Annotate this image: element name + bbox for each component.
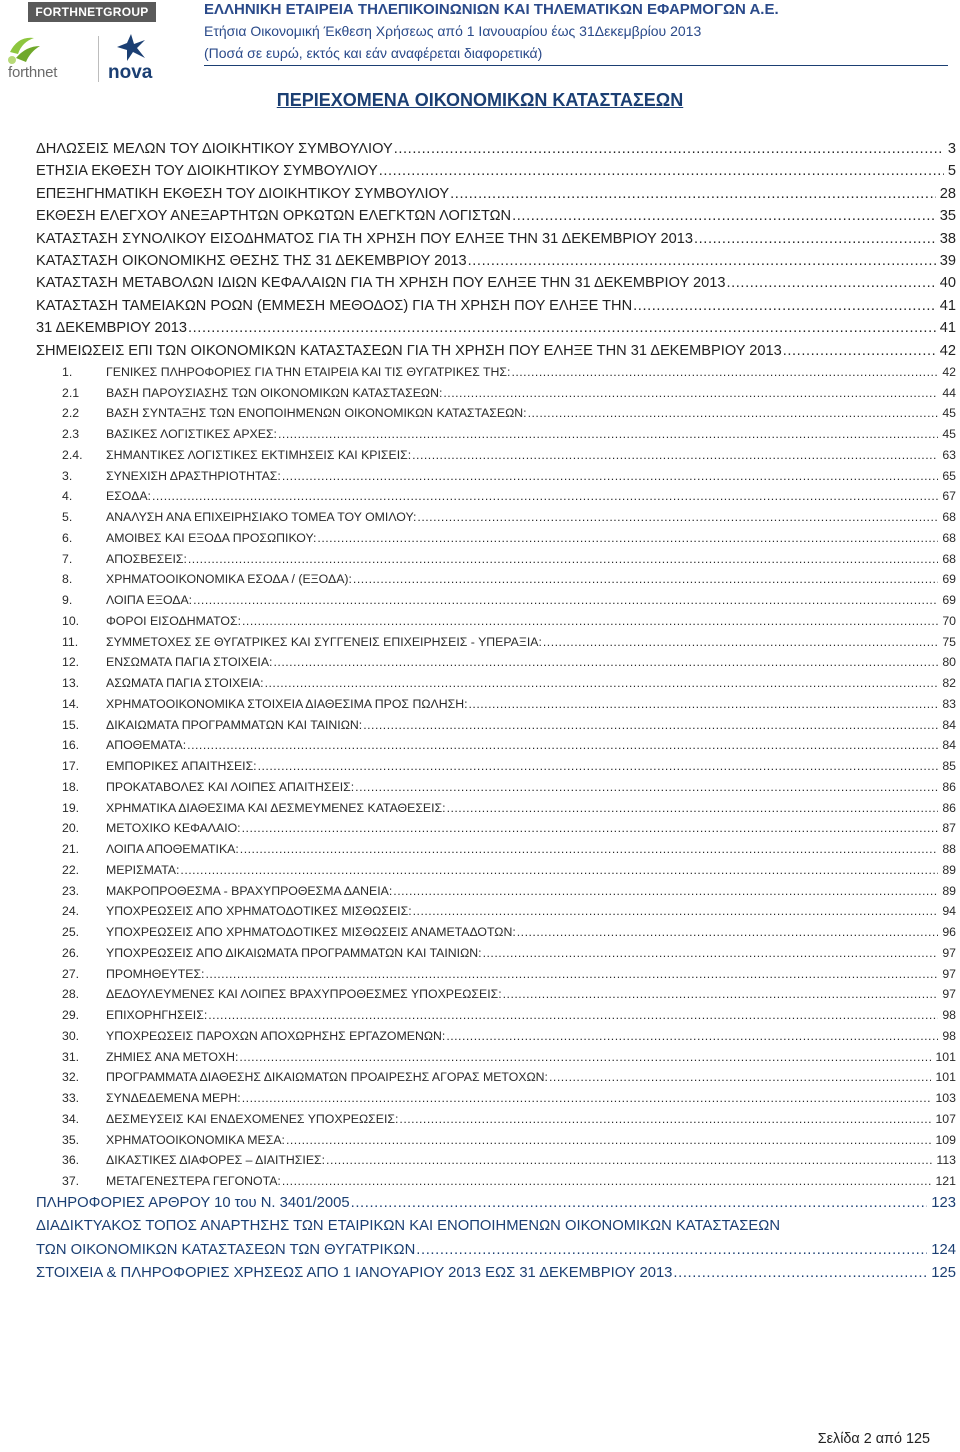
toc-entry-page: 65 [942,468,956,483]
toc-entry-number: 21. [62,842,80,857]
toc-entry[interactable] [36,1215,956,1239]
toc-entry-page: 80 [942,655,956,670]
toc-entry-number: 25. [62,925,80,940]
toc-entry-title: ΜΕΡΙΣΜΑΤΑ: [106,862,180,877]
toc-dot-leader [528,403,939,424]
toc-entry-number: 9. [62,593,73,608]
toc-dot-leader [193,590,938,611]
toc-entry[interactable] [36,984,956,1005]
toc-entry[interactable] [36,138,956,160]
toc-entry[interactable] [36,183,956,205]
toc-entry-page: 88 [942,842,956,857]
toc-entry-title: ΚΑΤΑΣΤΑΣΗ ΜΕΤΑΒΟΛΩΝ ΙΔΙΩΝ ΚΕΦΑΛΑΙΩΝ ΓΙΑ ΤΗ ΧΡΗΣΗ ΠΟΥ ΕΛΗΞΕ ΤΗΝ 31 ΔΕΚΕΜΒΡΙΟΥ 2013 [36,275,726,292]
toc-entry-page: 41 [939,320,956,337]
toc-dot-leader [726,272,935,294]
page-number: Σελίδα 2 από 125 [817,1431,930,1447]
forthnet-logo-text: forthnet [8,64,58,81]
toc-entry-title: ΓΕΝΙΚΕΣ ΠΛΗΡΟΦΟΡΙΕΣ ΓΙΑ ΤΗΝ ΕΤΑΙΡΕΙΑ ΚΑΙ ΤΙΣ ΘΥΓΑΤΡΙΚΕΣ ΤΗΣ: [106,364,511,379]
toc-entry[interactable] [36,340,956,362]
toc-entry-title: ΕΠΕΞΗΓΗΜΑΤΙΚΗ ΕΚΘΕΣΗ ΤΟΥ ΔΙΟΙΚΗΤΙΚΟΥ ΣΥΜΒΟΥΛΙΟΥ [36,185,450,202]
toc-dot-leader [503,984,939,1005]
toc-entry-number: 2.4. [62,447,83,462]
toc-entry[interactable] [36,1109,956,1130]
toc-dot-leader [265,673,939,694]
forthnet-swirl-icon [4,32,44,66]
toc-entry-page: 69 [942,572,956,587]
toc-entry-number: 23. [62,883,80,898]
toc-entry-title: ΒΑΣΗ ΣΥΝΤΑΞΗΣ ΤΩΝ ΕΝΟΠΟΙΗΜΕΝΩΝ ΟΙΚΟΝΟΜΙΚΩΝ ΚΑΤΑΣΤΑΣΕΩΝ: [106,406,527,421]
toc-dot-leader [258,756,939,777]
toc-entry-title: ΣΗΜΑΝΤΙΚΕΣ ΛΟΓΙΣΤΙΚΕΣ ΕΚΤΙΜΗΣΕΙΣ ΚΑΙ ΚΡΙΣΕΙΣ: [106,447,412,462]
toc-entry-number: 37. [62,1174,80,1189]
toc-entry-page: 44 [942,385,956,400]
toc-dot-leader [393,881,938,902]
toc-dot-leader [673,1262,927,1286]
toc-entry-title: ΧΡΗΜΑΤΟΟΙΚΟΝΟΜΙΚΑ ΕΣΟΔΑ / (ΕΞΟΔΑ): [106,572,352,587]
toc-entry-page: 109 [935,1132,956,1147]
toc-entry-number: 4. [62,489,73,504]
toc-entry[interactable] [36,798,956,819]
toc-entry-page: 89 [942,862,956,877]
toc-dot-leader [446,1026,938,1047]
toc-dot-leader [282,1171,932,1192]
toc-dot-leader [188,549,938,570]
company-header [204,0,944,64]
toc-dot-leader [278,424,938,445]
toc-dot-leader [239,1047,931,1068]
toc-entry-page: 86 [942,800,956,815]
toc-entry[interactable] [36,1005,956,1026]
toc-entry-title: ΠΛΗΡΟΦΟΡΙΕΣ ΑΡΘΡΟΥ 10 του Ν. 3401/2005 [36,1194,350,1211]
toc-entry-page: 63 [942,447,956,462]
toc-entry-number: 1. [62,364,73,379]
toc-entry-page: 67 [942,489,956,504]
toc-dot-leader [363,715,938,736]
toc-entry-page: 103 [935,1091,956,1106]
toc-entry[interactable] [36,590,956,611]
toc-entry-number: 20. [62,821,80,836]
toc-entry-number: 6. [62,530,73,545]
toc-entry[interactable] [36,735,956,756]
toc-entry[interactable] [36,383,956,404]
toc-dot-leader [240,839,939,860]
toc-entry-number: 16. [62,738,80,753]
company-name: ΕΛΛΗΝΙΚΗ ΕΤΑΙΡΕΙΑ ΤΗΛΕΠΙΚΟΙΝΩΝΙΩΝ ΚΑΙ ΤΗΛΕΜΑΤΙΚΩΝ ΕΦΑΡΜΟΓΩΝ Α.Ε. [204,1,779,18]
toc-entry[interactable] [36,715,956,736]
toc-entry-title: ΑΜΟΙΒΕΣ ΚΑΙ ΕΞΟΔΑ ΠΡΟΣΩΠΙΚΟΥ: [106,530,317,545]
toc-entry-number: 27. [62,966,80,981]
toc-entry-number: 24. [62,904,80,919]
toc-entry-number: 12. [62,655,80,670]
toc-entry-number: 10. [62,613,80,628]
toc-entry[interactable] [36,652,956,673]
toc-entry-page: 113 [936,1153,956,1168]
toc-entry-number: 2.2 [62,406,80,421]
toc-entry-page: 28 [939,185,956,202]
toc-dot-leader [447,798,939,819]
toc-entry-title: ΥΠΟΧΡΕΩΣΕΙΣ ΠΑΡΟΧΩΝ ΑΠΟΧΩΡΗΣΗΣ ΕΡΓΑΖΟΜΕΝΩΝ: [106,1028,446,1043]
toc-entry[interactable] [36,466,956,487]
toc-entry-page: 83 [942,696,956,711]
toc-entry-page: 3 [947,141,956,157]
toc-entry-title: ΣΥΜΜΕΤΟΧΕΣ ΣΕ ΘΥΓΑΤΡΙΚΕΣ ΚΑΙ ΣΥΓΓΕΝΕΙΣ ΕΠΙΧΕΙΡΗΣΕΙΣ - ΥΠΕΡΑΞΙΑ: [106,634,542,649]
toc-entry[interactable] [36,403,956,424]
toc-entry[interactable] [36,1067,956,1088]
toc-dot-leader [379,160,944,182]
toc-entry[interactable] [36,922,956,943]
toc-entry[interactable] [36,569,956,590]
toc-dot-leader [187,735,938,756]
header-divider [204,65,948,66]
toc-entry-page: 82 [942,676,956,691]
toc-entry-title: ΥΠΟΧΡΕΩΣΕΙΣ ΑΠΟ ΧΡΗΜΑΤΟΔΟΤΙΚΕΣ ΜΙΣΘΩΣΕΙΣ ΑΝΑΜΕΤΑΔΟΤΩΝ: [106,925,516,940]
toc-entry-page: 98 [942,1008,956,1023]
toc-entry-title: ΔΙΚΑΙΩΜΑΤΑ ΠΡΟΓΡΑΜΜΑΤΩΝ ΚΑΙ ΤΑΙΝΙΩΝ: [106,717,363,732]
toc-entry-title: ΑΣΩΜΑΤΑ ΠΑΓΙΑ ΣΤΟΙΧΕΙΑ: [106,676,264,691]
toc-entry-title: ΕΣΟΔΑ: [106,489,151,504]
toc-entry[interactable] [36,295,956,317]
toc-entry-number: 34. [62,1111,80,1126]
toc-entry-number: 30. [62,1028,80,1043]
toc-entry-title: ΚΑΤΑΣΤΑΣΗ ΤΑΜΕΙΑΚΩΝ ΡΟΩΝ (ΕΜΜΕΣΗ ΜΕΘΟΔΟΣ) ΓΙΑ ΤΗ ΧΡΗΣΗ ΠΟΥ ΕΛΗΞΕ ΤΗΝ [36,297,633,314]
toc-entry-title: ΛΟΙΠΑ ΕΞΟΔΑ: [106,593,193,608]
toc-entry-number: 29. [62,1008,80,1023]
toc-entry-page: 68 [942,510,956,525]
toc-entry-title: ΤΩΝ ΟΙΚΟΝΟΜΙΚΩΝ ΚΑΤΑΣΤΑΣΕΩΝ ΤΩΝ ΘΥΓΑΤΡΙΚΩΝ [36,1241,416,1258]
toc-dot-leader [152,486,938,507]
toc-entry-title: ΜΕΤΑΓΕΝΕΣΤΕΡΑ ΓΕΓΟΝΟΤΑ: [106,1174,281,1189]
toc-entry-page: 40 [939,275,956,292]
toc-entry-title: ΛΟΙΠΑ ΑΠΟΘΕΜΑΤΙΚΑ: [106,842,239,857]
forthnet-group-logo [28,2,156,22]
toc-entry-title: ΒΑΣΗ ΠΑΡΟΥΣΙΑΣΗΣ ΤΩΝ ΟΙΚΟΝΟΜΙΚΩΝ ΚΑΤΑΣΤΑΣΕΩΝ: [106,385,443,400]
currency-note: (Ποσά σε ευρώ, εκτός και εάν αναφέρεται διαφορετικά) [204,45,543,61]
toc-entry-title: ΧΡΗΜΑΤΟΟΙΚΟΝΟΜΙΚΑ ΜΕΣΑ: [106,1132,285,1147]
toc-dot-leader [783,340,936,362]
toc-entry[interactable] [36,1239,956,1263]
toc-entry-number: 7. [62,551,73,566]
toc-entry-title: ΜΕΤΟΧΙΚΟ ΚΕΦΑΛΑΙΟ: [106,821,241,836]
toc-dot-leader [468,250,936,272]
nova-logo [104,30,158,84]
toc-entry-number: 13. [62,676,80,691]
toc-entry-page: 97 [942,987,956,1002]
toc-entry-number: 15. [62,717,80,732]
logo-divider [98,36,99,82]
toc-dot-leader [242,611,938,632]
toc-entry[interactable] [36,901,956,922]
toc-entry-page: 107 [935,1111,956,1126]
toc-entry-title: ΒΑΣΙΚΕΣ ΛΟΓΙΣΤΙΚΕΣ ΑΡΧΕΣ: [106,427,277,442]
toc-entry-number: 3. [62,468,73,483]
toc-entry-title: ΚΑΤΑΣΤΑΣΗ ΟΙΚΟΝΟΜΙΚΗΣ ΘΕΣΗΣ ΤΗΣ 31 ΔΕΚΕΜΒΡΙΟΥ 2013 [36,252,467,269]
toc-entry[interactable] [36,1130,956,1151]
toc-dot-leader [353,569,938,590]
toc-entry-number: 5. [62,510,73,525]
toc-entry-title: ΕΠΙΧΟΡΗΓΗΣΕΙΣ: [106,1008,208,1023]
toc-entry[interactable] [36,1026,956,1047]
toc-entry-page: 68 [942,530,956,545]
toc-entry-title: ΠΡΟΜΗΘΕΥΤΕΣ: [106,966,205,981]
toc-entry-title: ΜΑΚΡΟΠΡΟΘΕΣΜΑ - ΒΡΑΧΥΠΡΟΘΕΣΜΑ ΔΑΝΕΙΑ: [106,883,393,898]
toc-entry-title: ΠΡΟΚΑΤΑΒΟΛΕΣ ΚΑΙ ΛΟΙΠΕΣ ΑΠΑΙΤΗΣΕΙΣ: [106,779,355,794]
toc-dot-leader [394,138,944,160]
nova-star-icon [114,32,148,62]
toc-entry[interactable] [36,839,956,860]
toc-entry-title: ΣΗΜΕΙΩΣΕΙΣ ΕΠΙ ΤΩΝ ΟΙΚΟΝΟΜΙΚΩΝ ΚΑΤΑΣΤΑΣΕΩΝ ΓΙΑ ΤΗ ΧΡΗΣΗ ΠΟΥ ΕΛΗΞΕ ΤΗΝ 31 ΔΕΚΕΜΒΡΙΟΥ 2013 [36,342,782,359]
table-of-contents [36,138,956,1286]
toc-entry-page: 101 [935,1070,956,1085]
toc-entry-page: 96 [942,925,956,940]
toc-entry-number: 31. [62,1049,80,1064]
toc-entry-page: 45 [942,427,956,442]
toc-entry-title: 31 ΔΕΚΕΜΒΡΙΟΥ 2013 [36,320,187,337]
toc-entry-page: 125 [931,1265,956,1282]
toc-entry-page: 5 [947,163,956,180]
toc-entry[interactable] [36,943,956,964]
toc-dot-leader [326,1150,932,1171]
toc-entry-title: ΧΡΗΜΑΤΟΟΙΚΟΝΟΜΙΚΑ ΣΤΟΙΧΕΙΑ ΔΙΑΘΕΣΙΜΑ ΠΡΟΣ ΠΩΛΗΣΗ: [106,696,468,711]
toc-entry[interactable] [36,860,956,881]
toc-dot-leader [273,652,938,673]
toc-entry-title: ΠΡΟΓΡΑΜΜΑΤΑ ΔΙΑΘΕΣΗΣ ΔΙΚΑΙΩΜΑΤΩΝ ΠΡΟΑΙΡΕΣΗΣ ΑΓΟΡΑΣ ΜΕΤΟΧΩΝ: [106,1070,548,1085]
toc-entry[interactable] [36,756,956,777]
toc-entry-page: 124 [931,1241,956,1258]
toc-entry[interactable] [36,362,956,383]
toc-dot-leader [355,777,938,798]
toc-entry-title: ΣΥΝΔΕΔΕΜΕΝΑ ΜΕΡΗ: [106,1091,241,1106]
toc-entry[interactable] [36,317,956,339]
toc-entry[interactable] [36,694,956,715]
toc-entry-number: 36. [62,1153,80,1168]
toc-entry-title: ΕΤΗΣΙΑ ΕΚΘΕΣΗ ΤΟΥ ΔΙΟΙΚΗΤΙΚΟΥ ΣΥΜΒΟΥΛΙΟΥ [36,163,378,180]
forthnet-group-logo-text: FORTHNETGROUP [35,5,149,19]
toc-dot-leader [205,964,938,985]
toc-entry-number: 18. [62,779,80,794]
toc-entry[interactable] [36,611,956,632]
toc-entry-page: 84 [942,717,956,732]
toc-entry-title: ΑΝΑΛΥΣΗ ΑΝΑ ΕΠΙΧΕΙΡΗΣΙΑΚΟ ΤΟΜΕΑ ΤΟΥ ΟΜΙΛΟΥ: [106,510,417,525]
toc-entry-title: ΑΠΟΣΒΕΣΕΙΣ: [106,551,187,566]
toc-entry-title: ΖΗΜΙΕΣ ΑΝΑ ΜΕΤΟΧΗ: [106,1049,239,1064]
toc-entry[interactable] [36,160,956,182]
toc-entry-number: 33. [62,1091,80,1106]
toc-dot-leader [417,507,938,528]
toc-entry-title: ΦΟΡΟΙ ΕΙΣΟΔΗΜΑΤΟΣ: [106,613,242,628]
toc-entry[interactable] [36,881,956,902]
toc-entry-page: 94 [942,904,956,919]
toc-entry[interactable] [36,228,956,250]
toc-entry-number: 14. [62,696,80,711]
toc-entry[interactable] [36,818,956,839]
toc-entry-title: ΣΤΟΙΧΕΙΑ & ΠΛΗΡΟΦΟΡΙΕΣ ΧΡΗΣΕΩΣ ΑΠΟ 1 ΙΑΝΟΥΑΡΙΟΥ 2013 ΕΩΣ 31 ΔΕΚΕΜΒΡΙΟΥ 2013 [36,1265,673,1282]
toc-entry-title: ΑΠΟΘΕΜΑΤΑ: [106,738,187,753]
toc-entry[interactable] [36,549,956,570]
toc-entry[interactable] [36,777,956,798]
toc-entry-title: ΣΥΝΕΧΙΣΗ ΔΡΑΣΤΗΡΙΟΤΗΤΑΣ: [106,468,281,483]
nova-logo-text: nova [108,62,153,83]
toc-entry-title: ΔΕΣΜΕΥΣΕΙΣ ΚΑΙ ΕΝΔΕΧΟΜΕΝΕΣ ΥΠΟΧΡΕΩΣΕΙΣ: [106,1111,399,1126]
toc-entry[interactable] [36,507,956,528]
toc-entry-page: 101 [935,1049,956,1064]
toc-entry-title: ΔΗΛΩΣΕΙΣ ΜΕΛΩΝ ΤΟΥ ΔΙΟΙΚΗΤΙΚΟΥ ΣΥΜΒΟΥΛΙΟΥ [36,141,393,157]
toc-entry[interactable] [36,1047,956,1068]
toc-entry-page: 85 [942,759,956,774]
page-title: ΠΕΡΙΕΧΟΜΕΝΑ ΟΙΚΟΝΟΜΙΚΩΝ ΚΑΤΑΣΤΑΣΕΩΝ [276,90,684,110]
toc-entry-number: 2.3 [62,427,80,442]
toc-entry-page: 38 [939,230,956,247]
toc-dot-leader [633,295,936,317]
toc-dot-leader [208,1005,938,1026]
toc-entry-number: 35. [62,1132,80,1147]
toc-entry[interactable] [36,1088,956,1109]
toc-entry[interactable] [36,1192,956,1216]
toc-dot-leader [242,1088,932,1109]
toc-dot-leader [517,922,939,943]
toc-entry[interactable] [36,528,956,549]
toc-dot-leader [188,317,936,339]
toc-dot-leader [180,860,938,881]
toc-dot-leader [282,466,938,487]
toc-entry-page: 87 [942,821,956,836]
toc-entry-number: 32. [62,1070,80,1085]
toc-main-section [36,138,956,362]
toc-dot-leader [242,818,939,839]
toc-entry[interactable] [36,205,956,227]
toc-entry[interactable] [36,632,956,653]
toc-entry-page: 39 [939,252,956,269]
toc-entry-page: 68 [942,551,956,566]
toc-notes-section [36,362,956,1192]
toc-entry-title: ΔΙΚΑΣΤΙΚΕΣ ΔΙΑΦΟΡΕΣ – ΔΙΑΙΤΗΣΙΕΣ: [106,1153,326,1168]
toc-entry-number: 19. [62,800,80,815]
toc-entry[interactable] [36,673,956,694]
toc-entry[interactable] [36,272,956,294]
toc-entry[interactable] [36,486,956,507]
toc-dot-leader [399,1109,931,1130]
toc-entry-number: 11. [62,634,79,649]
toc-dot-leader [469,694,939,715]
toc-entry-page: 35 [939,208,956,225]
toc-entry-title: ΚΑΤΑΣΤΑΣΗ ΣΥΝΟΛΙΚΟΥ ΕΙΣΟΔΗΜΑΤΟΣ ΓΙΑ ΤΗ ΧΡΗΣΗ ΠΟΥ ΕΛΗΞΕ ΤΗΝ 31 ΔΕΚΕΜΒΡΙΟΥ 2013 [36,230,693,247]
toc-entry-title: ΕΜΠΟΡΙΚΕΣ ΑΠΑΙΤΗΣΕΙΣ: [106,759,257,774]
toc-entry-title: ΥΠΟΧΡΕΩΣΕΙΣ ΑΠΟ ΧΡΗΜΑΤΟΔΟΤΙΚΕΣ ΜΙΣΘΩΣΕΙΣ: [106,904,412,919]
toc-entry-title: ΧΡΗΜΑΤΙΚΑ ΔΙΑΘΕΣΙΜΑ ΚΑΙ ΔΕΣΜΕΥΜΕΝΕΣ ΚΑΤΑΘΕΣΕΙΣ: [106,800,446,815]
toc-entry-number: 26. [62,945,80,960]
toc-entry-page: 45 [942,406,956,421]
toc-entry-page: 123 [931,1194,956,1211]
toc-entry-number: 8. [62,572,73,587]
toc-entry[interactable] [36,424,956,445]
toc-entry[interactable] [36,1171,956,1192]
toc-entry[interactable] [36,964,956,985]
toc-entry-page: 86 [942,779,956,794]
toc-entry-title: ΥΠΟΧΡΕΩΣΕΙΣ ΑΠΟ ΔΙΚΑΙΩΜΑΤΑ ΠΡΟΓΡΑΜΜΑΤΩΝ ΚΑΙ ΤΑΙΝΙΩΝ: [106,945,482,960]
toc-dot-leader [511,362,938,383]
toc-entry[interactable] [36,445,956,466]
toc-dot-leader [413,901,939,922]
toc-entry[interactable] [36,1150,956,1171]
forthnet-logo [2,30,98,84]
toc-entry-page: 98 [942,1028,956,1043]
toc-bottom-section [36,1192,956,1286]
toc-entry-number: 17. [62,759,80,774]
toc-dot-leader [351,1192,928,1216]
toc-dot-leader [512,205,936,227]
toc-entry-title: ΔΕΔΟΥΛΕΥΜΕΝΕΣ ΚΑΙ ΛΟΙΠΕΣ ΒΡΑΧΥΠΡΟΘΕΣΜΕΣ ΥΠΟΧΡΕΩΣΕΙΣ: [106,987,502,1002]
toc-entry-page: 70 [942,613,956,628]
toc-entry-title: ΕΝΣΩΜΑΤΑ ΠΑΓΙΑ ΣΤΟΙΧΕΙΑ: [106,655,273,670]
toc-dot-leader [286,1130,932,1151]
toc-entry-number: 2.1 [62,385,80,400]
toc-dot-leader [317,528,938,549]
toc-entry-page: 42 [939,342,956,359]
toc-entry[interactable] [36,1262,956,1286]
toc-entry-page: 97 [942,945,956,960]
toc-entry-number: 28. [62,987,80,1002]
toc-dot-leader [416,1239,927,1263]
toc-dot-leader [483,943,939,964]
toc-entry-page: 89 [942,883,956,898]
toc-entry-title: ΔΙΑΔΙΚΤΥΑΚΟΣ ΤΟΠΟΣ ΑΝΑΡΤΗΣΗΣ ΤΩΝ ΕΤΑΙΡΙΚΩΝ ΚΑΙ ΕΝΟΠΟΙΗΜΕΝΩΝ ΟΙΚΟΝΟΜΙΚΩΝ ΚΑΤΑΣΤΑΣΕΩΝ [36,1218,781,1235]
toc-entry-title: ΕΚΘΕΣΗ ΕΛΕΓΧΟΥ ΑΝΕΞΑΡΤΗΤΩΝ ΟΡΚΩΤΩΝ ΕΛΕΓΚΤΩΝ ΛΟΓΙΣΤΩΝ [36,208,512,225]
toc-dot-leader [412,445,938,466]
toc-dot-leader [549,1067,931,1088]
toc-dot-leader [694,228,936,250]
toc-entry-number: 22. [62,862,80,877]
report-period: Ετήσια Οικονομική Έκθεση Χρήσεως από 1 Ιανουαρίου έως 31Δεκεμβρίου 2013 [204,23,702,39]
toc-entry-page: 69 [942,593,956,608]
toc-entry-page: 41 [939,297,956,314]
toc-entry-page: 97 [942,966,956,981]
toc-entry-page: 75 [942,634,956,649]
toc-dot-leader [443,383,938,404]
toc-dot-leader [543,632,938,653]
toc-entry-page: 42 [942,364,956,379]
toc-entry[interactable] [36,250,956,272]
toc-entry-page: 84 [942,738,956,753]
toc-dot-leader [450,183,936,205]
toc-entry-page: 121 [935,1174,956,1189]
